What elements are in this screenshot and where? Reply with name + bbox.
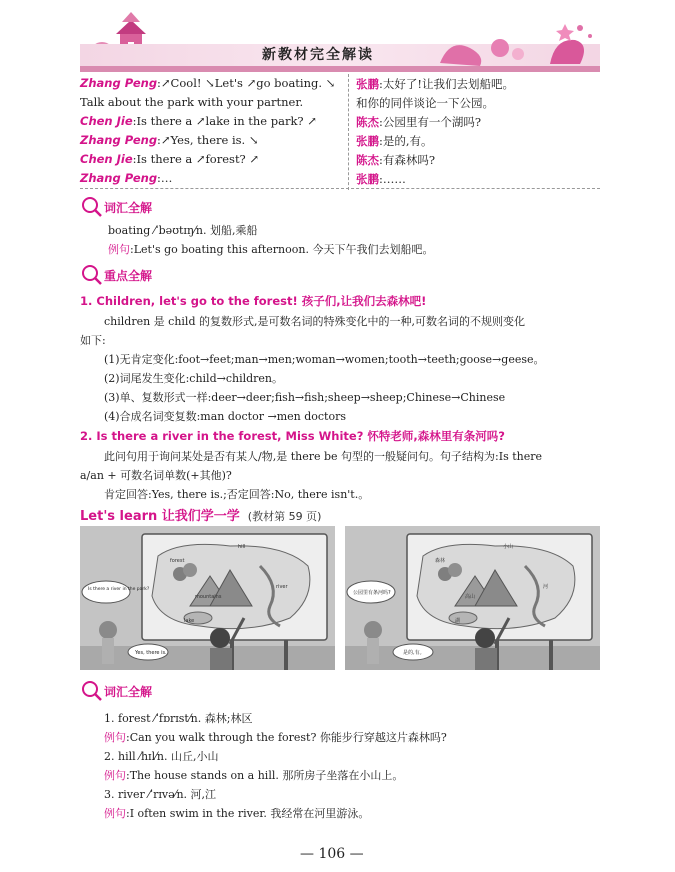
dialogue-cn-row: 张鹏:是的,有。: [356, 134, 433, 148]
dialogue-en-row: Talk about the park with your partner.: [80, 95, 304, 109]
dialogue-cn-row: 陈杰:公园里有一个湖吗?: [356, 115, 482, 129]
dialogue-cn-row: 和你的同伴谈论一下公园。: [356, 96, 494, 110]
speech-bubble-text: 公园里有条河吗?: [353, 590, 391, 596]
dialogue-en-row: Chen Jie:Is there a ↗forest? ↗: [80, 152, 260, 166]
page-header: [0, 0, 675, 76]
map-label: 高山: [465, 594, 476, 600]
map-label: lake: [184, 618, 195, 624]
keypoint-rule: (4)合成名词变复数:man doctor →men doctors: [104, 410, 346, 423]
example-sentence: 例句:I often swim in the river. 我经常在河里游泳。: [104, 807, 370, 820]
keypoint-rule: (2)词尾发生变化:child→children。: [104, 372, 284, 385]
map-label: 森林: [435, 558, 446, 564]
map-label: 小山: [503, 544, 514, 550]
keypoint-rule: (3)单、复数形式一样:deer→deer;fish→fish;sheep→sheep;Chinese→Chinese: [104, 391, 506, 404]
dialogue-en-row: Zhang Peng:…: [80, 171, 173, 185]
map-label: 湖: [455, 618, 461, 624]
column-divider: [348, 74, 349, 190]
keypoint-heading-2: 2. Is there a river in the forest, Miss White? 怀特老师,森林里有条河吗?: [80, 429, 505, 443]
classroom-map-illustration: [345, 526, 600, 670]
map-label: 河: [543, 584, 549, 590]
dialogue-cn-row: 张鹏:……: [356, 172, 406, 186]
example-sentence: 例句:Let's go boating this afternoon. 今天下午我们去划船吧。: [108, 243, 434, 256]
keypoint-paragraph: 肯定回答:Yes, there is.;否定回答:No, there isn't.。: [104, 488, 370, 501]
speech-bubble-text: Yes, there is.: [135, 650, 167, 656]
map-label: river: [276, 584, 288, 590]
vocab-word: 3. river ⁄ˈrɪvə⁄n. 河,江: [104, 788, 217, 801]
speech-bubble-text: Is there a river in the park?: [88, 587, 150, 592]
dialogue-cn-row: 陈杰:有森林吗?: [356, 153, 436, 167]
dialogue-en-row: Chen Jie:Is there a ↗lake in the park? ↗: [80, 114, 317, 128]
page-number: — 106 —: [300, 846, 364, 862]
lets-learn-title: Let's learn 让我们学一学 (教材第 59 页): [80, 509, 322, 524]
illustration-english: [80, 526, 335, 670]
map-label: mountains: [195, 594, 222, 600]
dialogue-table: [80, 74, 600, 190]
map-label: forest: [170, 558, 185, 564]
keypoint-paragraph: 如下:: [80, 334, 106, 347]
example-sentence: 例句:Can you walk through the forest? 你能步行穿越这片森林吗?: [104, 731, 447, 744]
magnifier-icon: [80, 264, 106, 286]
keypoint-rule: (1)无肯定变化:foot→feet;man→men;woman→women;tooth→teeth;goose→geese。: [104, 353, 545, 366]
map-label: hill: [238, 544, 246, 550]
dialogue-en-row: Zhang Peng:↗Cool! ↘Let's ↗go boating. ↘: [80, 76, 336, 90]
vocab-word: 2. hill ⁄hɪl⁄n. 山丘,小山: [104, 750, 219, 763]
flower-decoration-icon: [430, 18, 600, 68]
page-title: 新教材完全解读: [262, 47, 374, 63]
keypoint-paragraph: children 是 child 的复数形式,是可数名词的特殊变化中的一种,可数名词的不规则变化: [104, 315, 525, 328]
keypoint-paragraph: 此问句用于询问某处是否有某人/物,是 there be 句型的一般疑问句。句子结构为:Is there: [104, 450, 542, 463]
illustration-chinese: [345, 526, 600, 670]
example-sentence: 例句:The house stands on a hill. 那所房子坐落在小山上。: [104, 769, 404, 782]
dialogue-cn-row: 张鹏:太好了!让我们去划船吧。: [356, 77, 514, 91]
vocab-word: 1. forest ⁄ˈfɒrɪst⁄n. 森林;林区: [104, 712, 253, 725]
magnifier-icon: [80, 196, 106, 218]
dialogue-en-row: Zhang Peng:↗Yes, there is. ↘: [80, 133, 259, 147]
vocab-word: boating ⁄ˈbəʊtɪŋ⁄n. 划船,乘船: [108, 224, 258, 237]
magnifier-icon: [80, 680, 106, 702]
classroom-map-illustration: [80, 526, 335, 670]
speech-bubble-text: 是的,有。: [403, 650, 425, 656]
keypoint-heading-1: 1. Children, let's go to the forest! 孩子们,让我们去森林吧!: [80, 294, 427, 308]
keypoint-paragraph: a/an + 可数名词单数(+其他)?: [80, 469, 232, 482]
